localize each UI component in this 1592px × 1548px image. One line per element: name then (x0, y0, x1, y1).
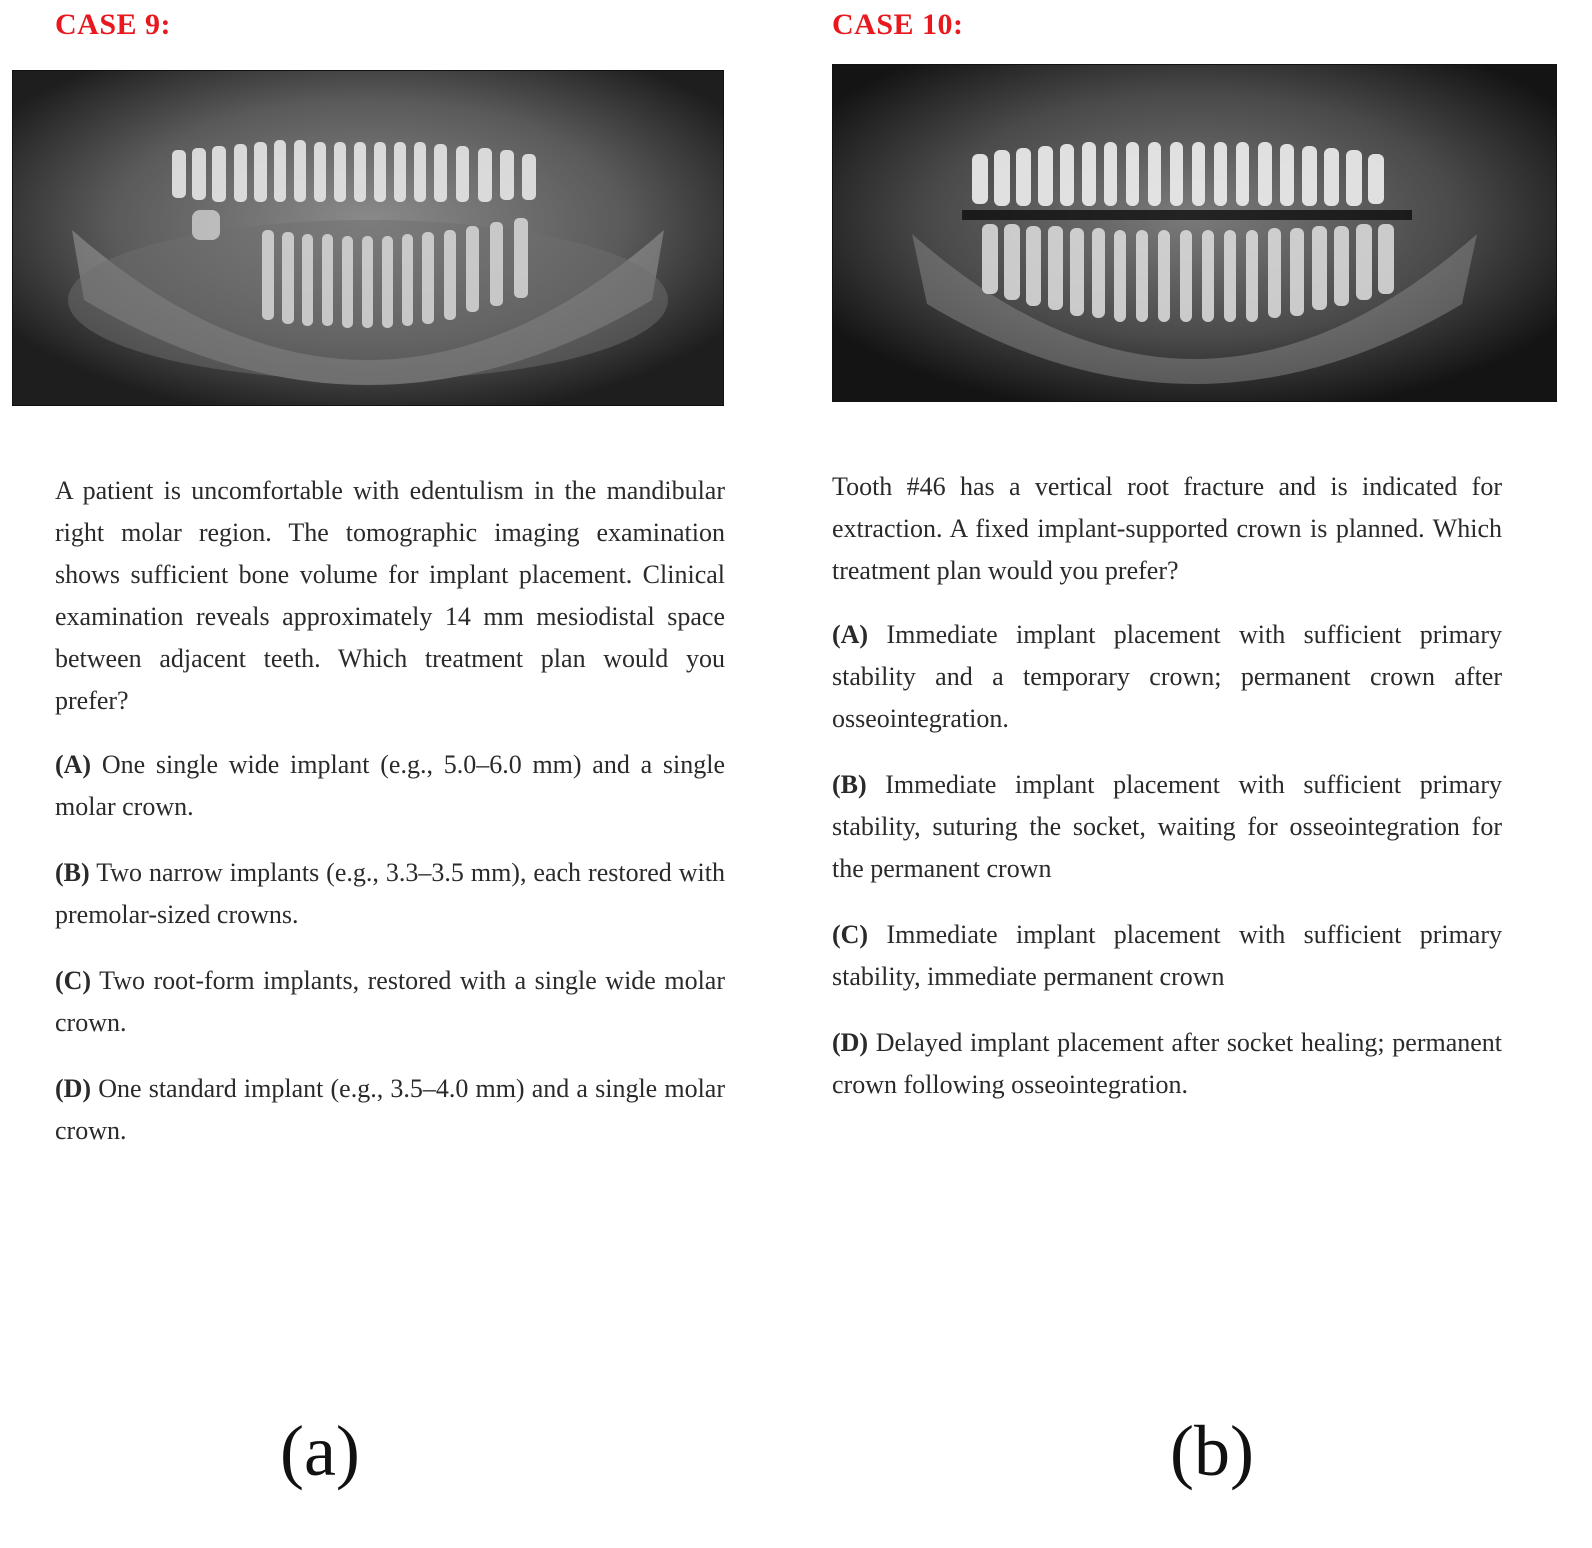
option-text: Immediate implant placement with sufficient primary stability and a temporary crown; permanent crown after osseointegration. (832, 620, 1502, 733)
question-stem: Tooth #46 has a vertical root fracture and is indicated for extraction. A fixed implant-supported crown is planned. Which treatment plan would you prefer? (832, 472, 1502, 585)
option-letter: (B) (55, 858, 90, 887)
case-text (55, 470, 725, 1176)
option-a (55, 744, 725, 828)
option-letter: (D) (55, 1074, 92, 1103)
option-letter: (C) (832, 920, 869, 949)
panoramic-xray-image (12, 70, 724, 406)
option-text: One single wide implant (e.g., 5.0–6.0 mm) and a single molar crown. (55, 750, 725, 821)
xray-illustration (12, 70, 724, 406)
option-letter: (A) (55, 750, 92, 779)
option-text: Immediate implant placement with sufficient primary stability, immediate permanent crown (832, 920, 1502, 991)
option-letter: (D) (832, 1028, 869, 1057)
panel-label: (a) (280, 1411, 360, 1491)
option-b (55, 852, 725, 936)
option-letter: (C) (55, 966, 92, 995)
panoramic-xray-image (832, 64, 1557, 402)
option-text: Two root-form implants, restored with a single wide molar crown. (55, 966, 725, 1037)
option-text: Immediate implant placement with sufficient primary stability, suturing the socket, waiting for osseointegration for the permanent crown (832, 770, 1502, 883)
option-text: One standard implant (e.g., 3.5–4.0 mm) and a single molar crown. (55, 1074, 725, 1145)
option-text: Delayed implant placement after socket healing; permanent crown following osseointegration. (832, 1028, 1502, 1099)
option-d (832, 1022, 1502, 1106)
option-c (55, 960, 725, 1044)
option-text: Two narrow implants (e.g., 3.3–3.5 mm), each restored with premolar-sized crowns. (55, 858, 725, 929)
panel-label: (b) (1170, 1411, 1254, 1491)
option-letter: (B) (832, 770, 867, 799)
option-a (832, 614, 1502, 740)
case-text (832, 466, 1502, 1130)
option-d (55, 1068, 725, 1152)
option-c (832, 914, 1502, 998)
option-b (832, 764, 1502, 890)
case-title: CASE 10: (832, 8, 964, 41)
question-stem: A patient is uncomfortable with edentulism in the mandibular right molar region. The tomographic imaging examination shows sufficient bone volume for implant placement. Clinical examination reveals approximately 14 mm mesiodistal space between adjacent teeth. Which treatment plan would you prefer? (55, 476, 725, 715)
case-title: CASE 9: (55, 8, 172, 41)
xray-illustration (832, 64, 1557, 402)
option-letter: (A) (832, 620, 869, 649)
